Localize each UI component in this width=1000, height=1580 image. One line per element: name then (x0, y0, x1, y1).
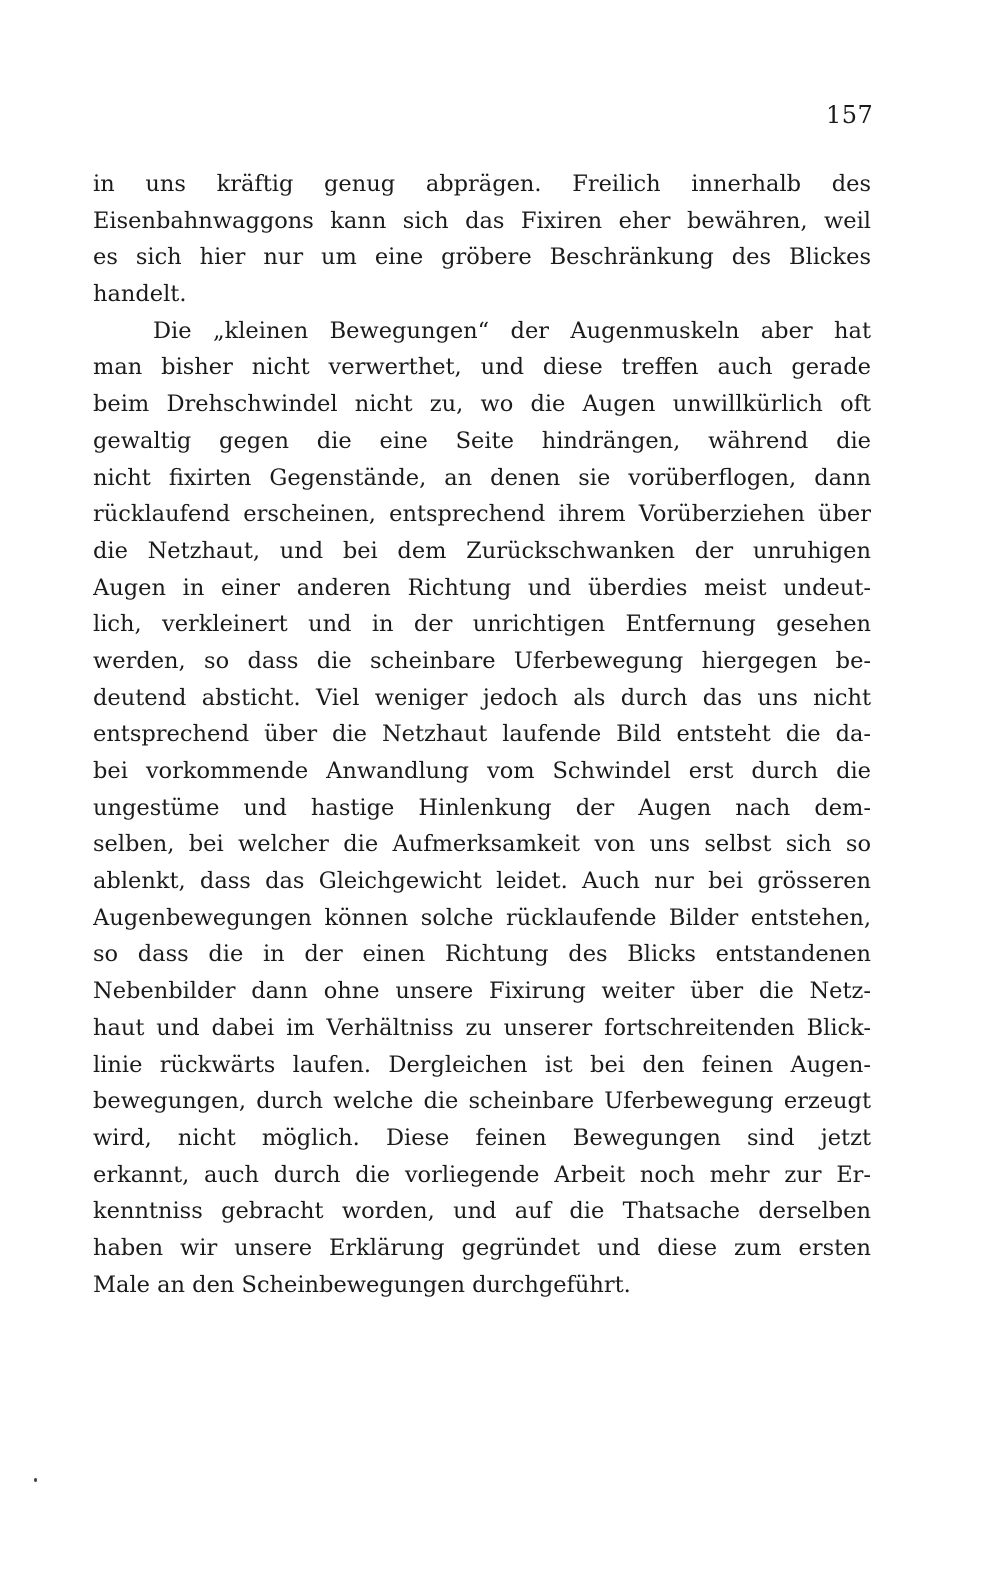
page-number: 157 (826, 101, 874, 129)
text-line: Male an den Scheinbewegungen durchgeführt. (93, 1271, 631, 1298)
text-line: entsprechend über die Netzhaut laufende Bild entsteht die da- (93, 721, 871, 748)
text-line: Augen in einer anderen Richtung und überdies meist undeut- (93, 574, 871, 601)
text-line: wird, nicht möglich. Diese feinen Bewegungen sind jetzt (93, 1124, 871, 1151)
text-line: Augenbewegungen können solche rücklaufende Bilder entstehen, (93, 904, 871, 931)
text-line: die Netzhaut, und bei dem Zurückschwanken der unruhigen (93, 537, 871, 564)
text-line: lich, verkleinert und in der unrichtigen Entfernung gesehen (93, 611, 871, 638)
text-line: nicht fixirten Gegenstände, an denen sie vorüberflogen, dann (93, 464, 871, 491)
text-line: ungestüme und hastige Hinlenkung der Augen nach dem- (93, 794, 871, 821)
text-line: es sich hier nur um eine gröbere Beschränkung des Blickes (93, 244, 871, 271)
text-line: haben wir unsere Erklärung gegründet und diese zum ersten (93, 1234, 871, 1261)
text-line: linie rückwärts laufen. Dergleichen ist bei den feinen Augen- (93, 1051, 871, 1078)
text-line: deutend absticht. Viel weniger jedoch als durch das uns nicht (93, 684, 871, 711)
text-line: gewaltig gegen die eine Seite hindrängen, während die (93, 427, 871, 454)
text-line: Nebenbilder dann ohne unsere Fixirung weiter über die Netz- (93, 978, 871, 1005)
margin-speck (34, 1478, 37, 1482)
text-line: selben, bei welcher die Aufmerksamkeit von uns selbst sich so (93, 831, 871, 858)
text-line: man bisher nicht verwerthet, und diese treffen auch gerade (93, 354, 871, 381)
body-text (93, 166, 871, 1303)
text-line: handelt. (93, 281, 187, 308)
text-line: beim Drehschwindel nicht zu, wo die Augen unwillkürlich oft (93, 391, 871, 418)
text-line: erkannt, auch durch die vorliegende Arbeit noch mehr zur Er- (93, 1161, 871, 1188)
text-line: ablenkt, dass das Gleichgewicht leidet. Auch nur bei grösseren (93, 868, 871, 895)
text-line: Eisenbahnwaggons kann sich das Fixiren eher bewähren, weil (93, 207, 871, 234)
text-line: haut und dabei im Verhältniss zu unserer fortschreitenden Blick- (93, 1014, 871, 1041)
text-line: in uns kräftig genug abprägen. Freilich innerhalb des (93, 171, 871, 197)
text-line: bei vorkommende Anwandlung vom Schwindel erst durch die (93, 758, 871, 784)
text-line: so dass die in der einen Richtung des Blicks entstandenen (93, 941, 871, 968)
text-line: Die „kleinen Bewegungen“ der Augenmuskeln aber hat (153, 317, 871, 344)
text-line: kenntniss gebracht worden, und auf die Thatsache derselben (93, 1198, 871, 1225)
text-line: werden, so dass die scheinbare Uferbewegung hiergegen be- (93, 647, 871, 674)
text-line: bewegungen, durch welche die scheinbare Uferbewegung erzeugt (93, 1088, 871, 1115)
text-line: rücklaufend erscheinen, entsprechend ihrem Vorüberziehen über (93, 501, 871, 528)
